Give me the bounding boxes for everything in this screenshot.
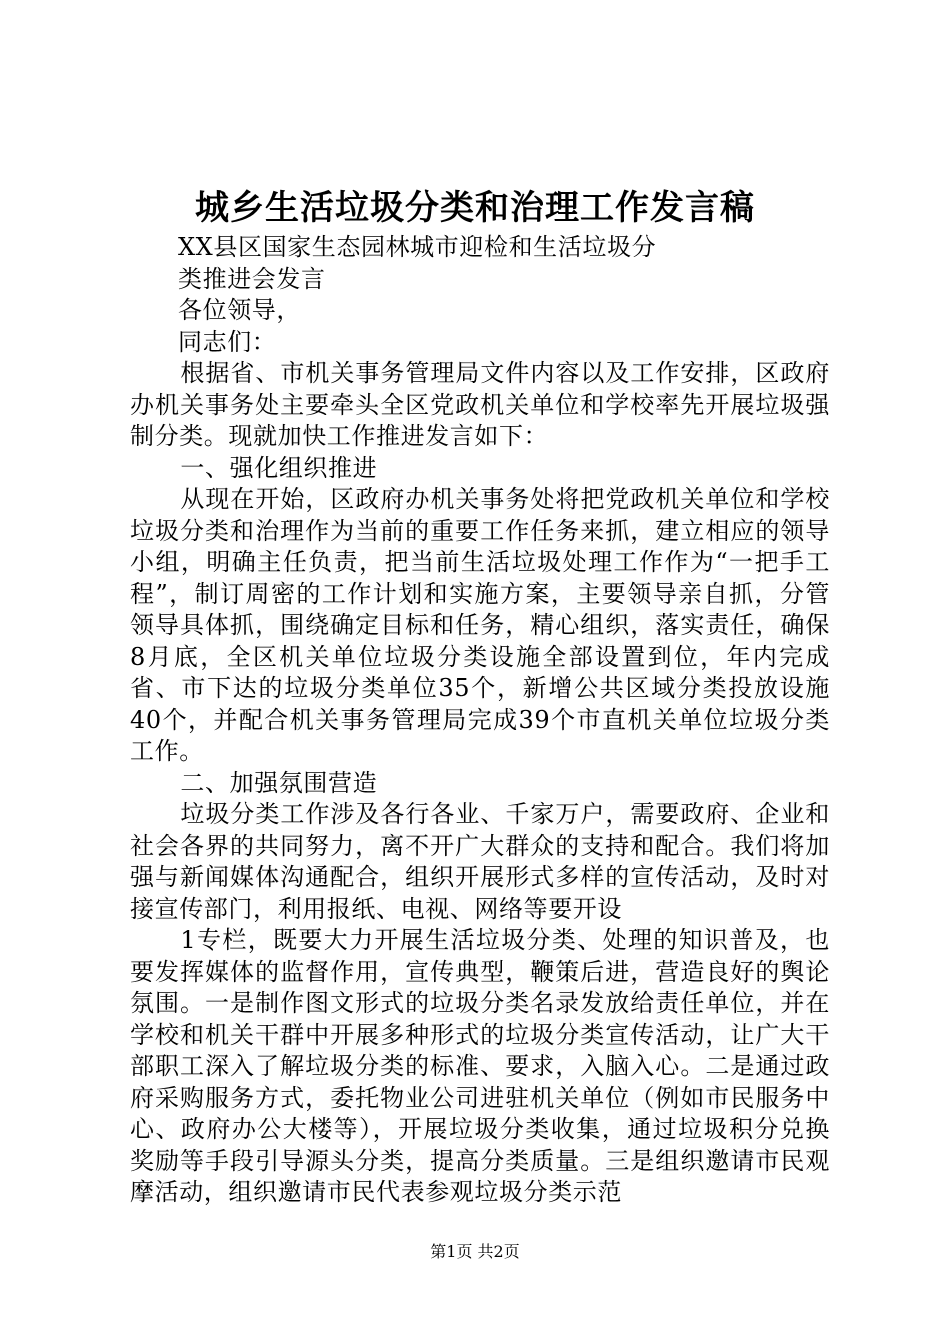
section-heading-2: 二、加强氛围营造 <box>180 768 378 797</box>
salutation-leaders: 各位领导， <box>178 296 301 324</box>
subtitle-line-2: 类推进会发言 <box>178 264 326 293</box>
document-title: 城乡生活垃圾分类和治理工作发言稿 <box>195 188 755 228</box>
paragraph-section-2-cont: 1专栏，既要大力开展生活垃圾分类、处理的知识普及，也要发挥媒体的监督作用，宣传典型，鞭策后进，营造良好的舆论氛围。一是制作图文形式的垃圾分类名录发放给责任单位，并在学校和机关干群中开展多种形式的垃圾分类宣传活动，让广大干部职工深入了解垃圾分类的标准、要求，入脑入心。二是通过政府采购服务方式，委托物业公司进驻机关单位（例如市民服务中心、政府办公大楼等），开展垃圾分类收集，通过垃圾积分兑换奖励等手段引导源头分类，提高分类质量。三是组织邀请市民观摩活动，组织邀请市民代表参观垃圾分类示范 <box>130 926 830 1206</box>
section-heading-1: 一、强化组织推进 <box>180 453 378 482</box>
paragraph-intro: 根据省、市机关事务管理局文件内容以及工作安排，区政府办机关事务处主要牵头全区党政机关单位和学校率先开展垃圾强制分类。现就加快工作推进发言如下： <box>130 359 830 450</box>
document-body <box>130 232 830 1209</box>
salutation-comrades: 同志们： <box>178 327 277 356</box>
subtitle-line-1: XX县区国家生态园林城市迎检和生活垃圾分 <box>178 233 657 261</box>
paragraph-section-1: 从现在开始，区政府办机关事务处将把党政机关单位和学校垃圾分类和治理作为当前的重要工作任务来抓，建立相应的领导小组，明确主任负责，把当前生活垃圾处理工作作为“一把手工程”，制订周密的工作计划和实施方案，主要领导亲自抓，分管领导具体抓，围绕确定目标和任务，精心组织，落实责任，确保8月底，全区机关单位垃圾分类设施全部设置到位，年内完成省、市下达的垃圾分类单位35个，新增公共区域分类投放设施40个，并配合机关事务管理局完成39个市直机关单位垃圾分类工作。 <box>130 485 830 765</box>
page-number: 第1页 共2页 <box>430 1242 520 1261</box>
paragraph-section-2: 垃圾分类工作涉及各行各业、千家万户，需要政府、企业和社会各界的共同努力，离不开广大群众的支持和配合。我们将加强与新闻媒体沟通配合，组织开展形式多样的宣传活动，及时对接宣传部门，利用报纸、电视、网络等要开设 <box>130 800 830 923</box>
